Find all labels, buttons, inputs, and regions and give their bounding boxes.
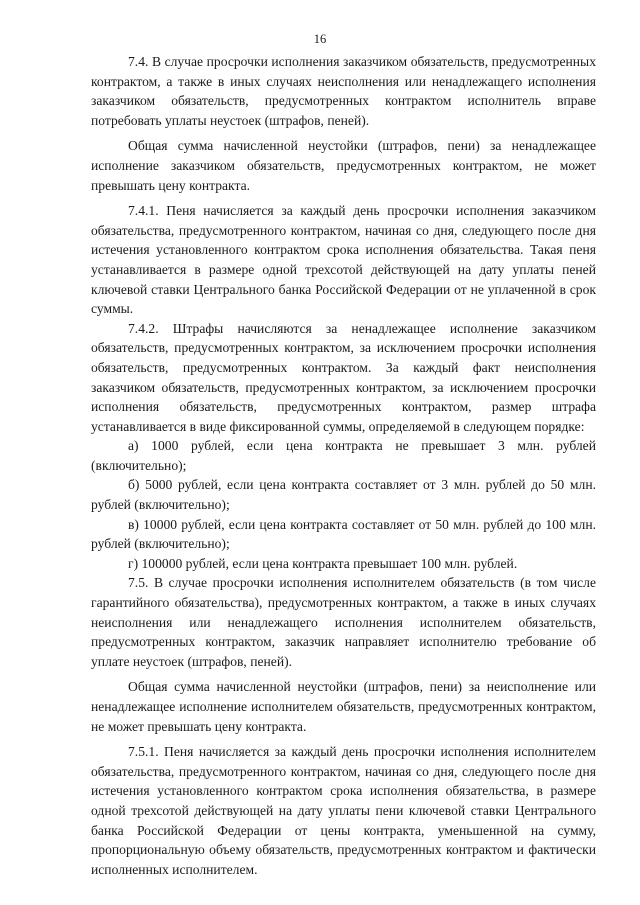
clause-7-4-2-item-a: а) 1000 рублей, если цена контракта не превышает 3 млн. рублей (включительно); bbox=[91, 438, 596, 473]
clause-7-4: 7.4. В случае просрочки исполнения заказчиком обязательств, предусмотренных контрактом, а также в иных случаях неисполнения или ненадлежащего исполнения заказчиком обязательств, предусмотренных контрактом исполнитель вправе потребовать уплаты неустоек (штрафов, пеней). bbox=[91, 54, 596, 128]
clause-7-4-2: 7.4.2. Штрафы начисляются за ненадлежащее исполнение заказчиком обязательств, предусмотренных контрактом, за исключением просрочки исполнения обязательств, предусмотренных контрактом. За каждый факт неисполнения заказчиком обязательств, предусмотренных контрактом, за исключением просрочки исполнения обязательств, предусмотренных контрактом, размер штрафа устанавливается в виде фиксированной суммы, определяемой в следующем порядке: bbox=[91, 320, 596, 434]
clause-7-4-total-limit: Общая сумма начисленной неустойки (штрафов, пени) за ненадлежащее исполнение заказчиком обязательств, предусмотренных контрактом, не может превышать цену контракта. bbox=[91, 138, 596, 193]
page-number: 16 bbox=[313, 32, 327, 46]
document-body bbox=[91, 52, 596, 879]
clause-7-4-2-item-b: б) 5000 рублей, если цена контракта составляет от 3 млн. рублей до 50 млн. рублей (включительно); bbox=[91, 477, 596, 513]
clause-7-4-2-item-c: в) 10000 рублей, если цена контракта составляет от 50 млн. рублей до 100 млн. рублей (включительно); bbox=[91, 516, 596, 552]
clause-7-5: 7.5. В случае просрочки исполнения исполнителем обязательств (в том числе гарантийного обязательства), предусмотренных контрактом, а также в иных случаях неисполнения или ненадлежащего исполнения исполнителем обязательств, предусмотренных контрактом, заказчик направляет исполнителю требование об уплате неустоек (штрафов, пеней). bbox=[91, 575, 596, 669]
clause-7-4-1: 7.4.1. Пеня начисляется за каждый день просрочки исполнения заказчиком обязательства, предусмотренного контрактом, начиная со дня, следующего после дня истечения установленного контрактом срока исполнения обязательства. Такая пеня устанавливается в размере одной трехсотой действующей на дату уплаты пеней ключевой ставки Центрального банка Российской Федерации от не уплаченной в срок суммы. bbox=[91, 203, 596, 317]
clause-7-5-1: 7.5.1. Пеня начисляется за каждый день просрочки исполнения исполнителем обязательства, предусмотренного контрактом, начиная со дня, следующего после дня истечения установленного контрактом срока исполнения обязательства, в размере одной трехсотой действующей на дату уплаты пени ключевой ставки Центрального банка Российской Федерации от цены контракта, уменьшенной на сумму, пропорциональную объему обязательств, предусмотренных контрактом и фактически исполненных исполнителем. bbox=[91, 744, 596, 877]
clause-7-4-2-item-d: г) 100000 рублей, если цена контракта превышает 100 млн. рублей. bbox=[128, 555, 518, 571]
clause-7-5-total-limit: Общая сумма начисленной неустойки (штрафов, пени) за неисполнение или ненадлежащее исполнение исполнителем обязательств, предусмотренных контрактом, не может превышать цену контракта. bbox=[91, 679, 596, 734]
